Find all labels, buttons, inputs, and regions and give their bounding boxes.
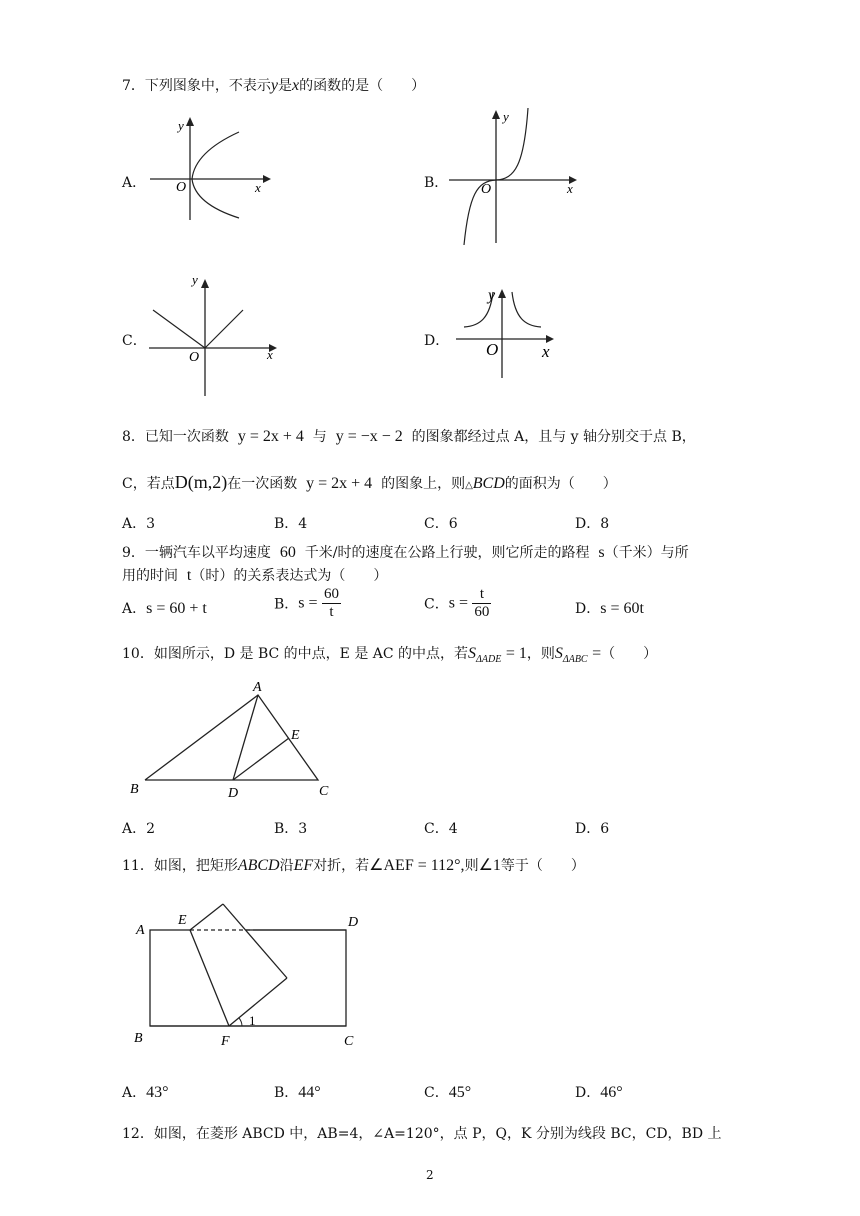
- q11-mid1: 沿: [279, 858, 294, 874]
- q7-var-y: y: [270, 77, 279, 94]
- q7d-y-label: y: [488, 287, 496, 304]
- q11-label-c: C: [344, 1034, 354, 1049]
- q7-option-a-label: A．: [122, 175, 147, 191]
- q8-option-c: C．6: [424, 516, 458, 532]
- q7a-x-label: x: [255, 180, 261, 195]
- q11-option-a: A．43°: [122, 1084, 169, 1101]
- q10-sub1: ΔADE: [476, 653, 502, 665]
- q10-s1: S: [468, 645, 477, 662]
- q7-mid: 是: [278, 78, 293, 94]
- q7a-origin-label: O: [176, 180, 187, 195]
- q7-graph-d: [450, 282, 565, 382]
- q7-option-d-label: D．: [424, 333, 450, 349]
- q9-line2: [122, 565, 387, 585]
- q9-text-b: 千米/时的速度在公路上行驶，则它所走的路程: [304, 545, 590, 561]
- q10-triangle-figure: [125, 675, 345, 805]
- q7a-y-label: y: [178, 118, 184, 133]
- q7-stem: [122, 75, 425, 95]
- q7c-x-label: x: [267, 347, 273, 362]
- q8-triangle-symbol: △: [465, 480, 473, 491]
- q10-option-d: D．6: [575, 821, 610, 837]
- q10-label-d: D: [228, 786, 239, 801]
- q10-option-a: A．2: [122, 821, 156, 837]
- q8-text-g: 的面积为（ ）: [504, 476, 617, 492]
- q8-option-b: B．4: [274, 516, 308, 532]
- q9-option-a: A．s = 60 + t: [122, 600, 207, 617]
- q7-graph-a: [145, 112, 275, 224]
- q9-text-c: （千米）与所: [604, 545, 689, 561]
- q10-option-c: C．4: [424, 821, 458, 837]
- q8-option-d: D．8: [575, 516, 610, 532]
- q10-stem: [122, 643, 657, 665]
- q7-prefix: 7．下列图象中，不表示: [122, 78, 271, 94]
- q11-option-d: D．46°: [575, 1084, 623, 1101]
- q11-stem: [122, 855, 585, 875]
- q9-t-var: t: [186, 567, 192, 584]
- q7c-y-label: y: [192, 272, 198, 287]
- q11-mid2: 对折，若: [313, 858, 370, 874]
- q11-mid3: 则: [464, 858, 479, 874]
- q10-prefix: 10．如图所示，D 是 BC 的中点，E 是 AC 的中点，若: [122, 646, 469, 662]
- q10-label-a: A: [253, 680, 262, 695]
- q9-option-b: B．s = $\frac{60}{t}$: [274, 586, 339, 620]
- q10-label-e: E: [291, 728, 300, 743]
- q11-ef: EF: [293, 857, 314, 874]
- q10-label-c: C: [319, 784, 329, 799]
- q11-angle: ∠AEF = 112°,: [369, 857, 465, 874]
- q7-var-x: x: [292, 77, 300, 94]
- q8-text-d: C，若点: [122, 476, 175, 492]
- q8-text-f: 的图象上，则: [381, 476, 466, 492]
- q9-line1: [122, 542, 689, 562]
- q12-stem: 12．如图，在菱形 ABCD 中，AB=4，∠A=120°，点 P，Q，K 分别为线段 BC，CD，BD 上: [122, 1126, 722, 1142]
- q10-sub2: ΔABC: [562, 653, 588, 665]
- q8-text-e: 在一次函数: [227, 476, 298, 492]
- q9-s-var: s: [598, 544, 605, 561]
- q7b-x-label: x: [567, 181, 573, 196]
- q11-option-b: B．44°: [274, 1084, 321, 1101]
- q11-label-f: F: [221, 1034, 230, 1049]
- q10-suffix: （ ）: [601, 646, 658, 662]
- q8-line2: [122, 472, 617, 493]
- q8-text-c: 的图象都经过点 A，且与 y 轴分别交于点 B，: [411, 429, 696, 445]
- q8-func1: y = 2x + 4: [237, 428, 304, 445]
- q7c-origin-label: O: [189, 350, 200, 365]
- q10-option-b: B．3: [274, 821, 308, 837]
- q9-text-d: 用的时间: [122, 568, 178, 584]
- q9-text-e: （时）的关系表达式为（ ）: [191, 568, 388, 584]
- q10-s2: S: [554, 645, 563, 662]
- q11-label-a: A: [136, 923, 145, 938]
- q7d-origin-label: O: [486, 340, 499, 359]
- q9-speed: 60: [279, 544, 296, 561]
- q11-angle1: ∠1: [478, 857, 501, 874]
- q10-mid: ，则: [526, 646, 555, 662]
- q8-point-d: D(m,2): [174, 472, 228, 492]
- q7-suffix: 的函数的是（ ）: [299, 78, 426, 94]
- q8-line1: [122, 426, 696, 446]
- q8-option-a: A．3: [122, 516, 156, 532]
- q9-option-d: D．s = 60t: [575, 600, 644, 617]
- q7b-y-label: y: [503, 109, 509, 124]
- q8-triangle-name: BCD: [472, 475, 505, 492]
- q11-label-e: E: [178, 913, 187, 928]
- q8-text-b: 与: [312, 429, 327, 445]
- q9-text-a: 9．一辆汽车以平均速度: [122, 545, 271, 561]
- q9-option-c: C．s = $\frac{t}{60}$: [424, 586, 490, 620]
- q7-graph-b: [445, 105, 585, 247]
- q10-label-b: B: [130, 782, 139, 797]
- q8-func2: y = −x − 2: [335, 428, 403, 445]
- q7d-x-label: x: [542, 342, 550, 361]
- q11-prefix: 11．如图，把矩形: [122, 858, 238, 874]
- q11-suffix: 等于（ ）: [500, 858, 585, 874]
- q10-eq2: =: [592, 645, 602, 662]
- page-number: 2: [426, 1168, 434, 1182]
- q11-rect: ABCD: [237, 857, 280, 874]
- q7-graph-c: [145, 268, 285, 400]
- q11-option-c: C．45°: [424, 1084, 472, 1101]
- q8-func3: y = 2x + 4: [306, 475, 373, 492]
- q11-label-b: B: [134, 1031, 143, 1046]
- q10-eq1: = 1: [505, 645, 527, 662]
- q7-option-c-label: C．: [122, 333, 147, 349]
- q11-label-d: D: [348, 915, 359, 930]
- q8-text-a: 8．已知一次函数: [122, 429, 229, 445]
- q7-option-b-label: B．: [424, 175, 449, 191]
- q11-label-angle1: 1: [249, 1013, 256, 1028]
- q11-fold-figure: [130, 898, 365, 1053]
- q7b-origin-label: O: [481, 182, 492, 197]
